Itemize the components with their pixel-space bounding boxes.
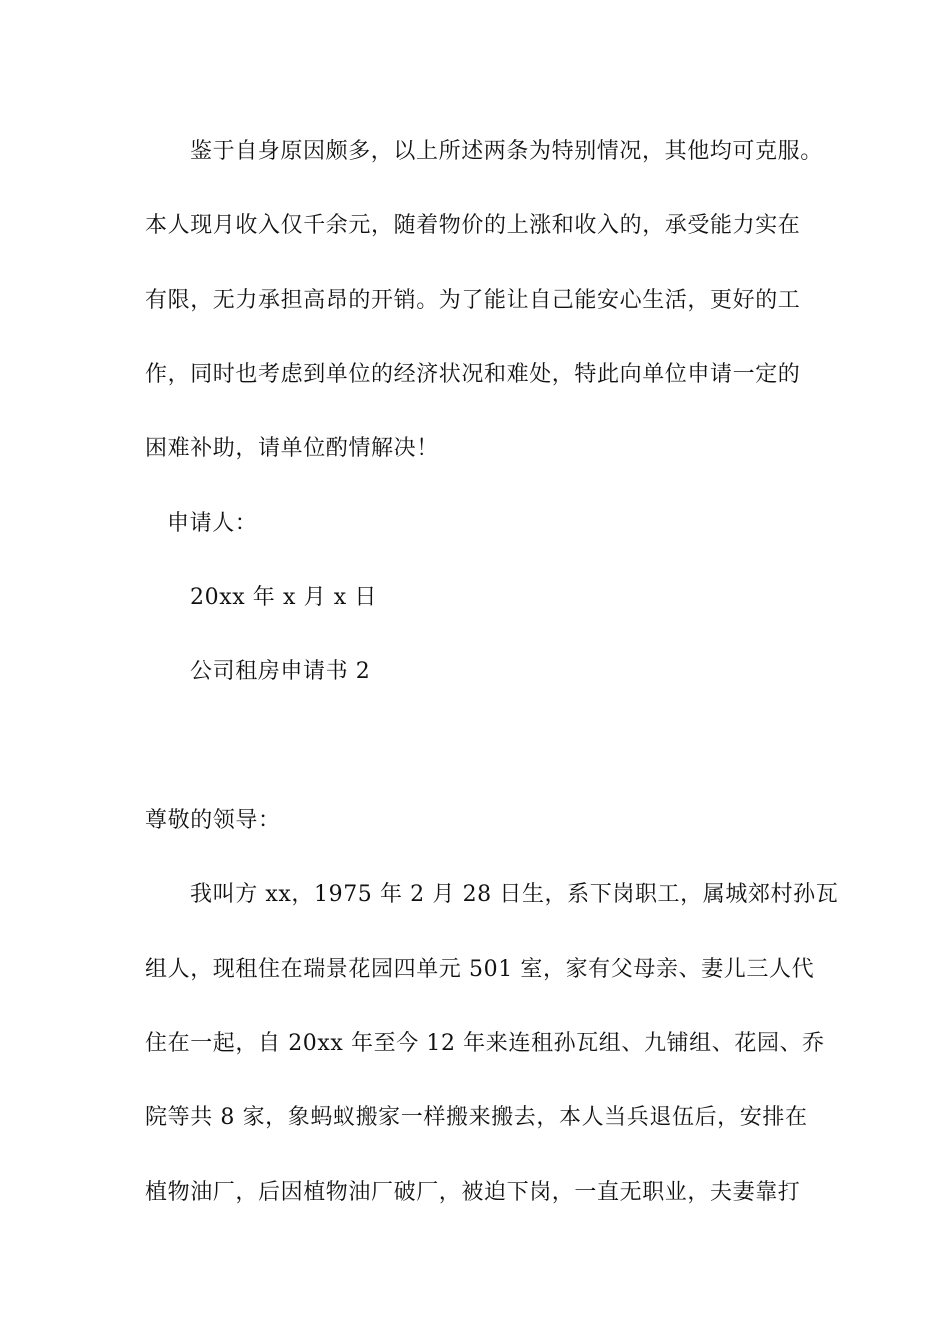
applicant-label: 申请人：: [167, 511, 258, 536]
date-line: 20xx 年 x 月 x 日: [190, 585, 377, 610]
paragraph-line: 困难补助，请单位酌情解决！: [145, 436, 439, 461]
paragraph-line: 组人，现租住在瑞景花园四单元 501 室，家有父母亲、妻儿三人代: [145, 957, 815, 982]
paragraph-line: 住在一起，自 20xx 年至今 12 年来连租孙瓦组、九铺组、花园、乔: [145, 1031, 825, 1056]
paragraph-line: 有限，无力承担高昂的开销。为了能让自己能安心生活，更好的工: [145, 288, 801, 313]
paragraph-line: 鉴于自身原因颇多，以上所述两条为特别情况，其他均可克服。: [190, 139, 823, 164]
paragraph-line: 本人现月收入仅千余元，随着物价的上涨和收入的，承受能力实在: [145, 213, 801, 238]
paragraph-line: 作，同时也考虑到单位的经济状况和难处，特此向单位申请一定的: [145, 362, 801, 387]
paragraph-line: 院等共 8 家，象蚂蚁搬家一样搬来搬去，本人当兵退伍后，安排在: [145, 1105, 808, 1130]
paragraph-line: 植物油厂，后因植物油厂破厂，被迫下岗，一直无职业，夫妻靠打: [145, 1180, 801, 1205]
salutation: 尊敬的领导：: [145, 808, 281, 833]
section-title: 公司租房申请书 2: [190, 659, 371, 684]
paragraph-line: 我叫方 xx，1975 年 2 月 28 日生，系下岗职工，属城郊村孙瓦: [190, 882, 839, 907]
